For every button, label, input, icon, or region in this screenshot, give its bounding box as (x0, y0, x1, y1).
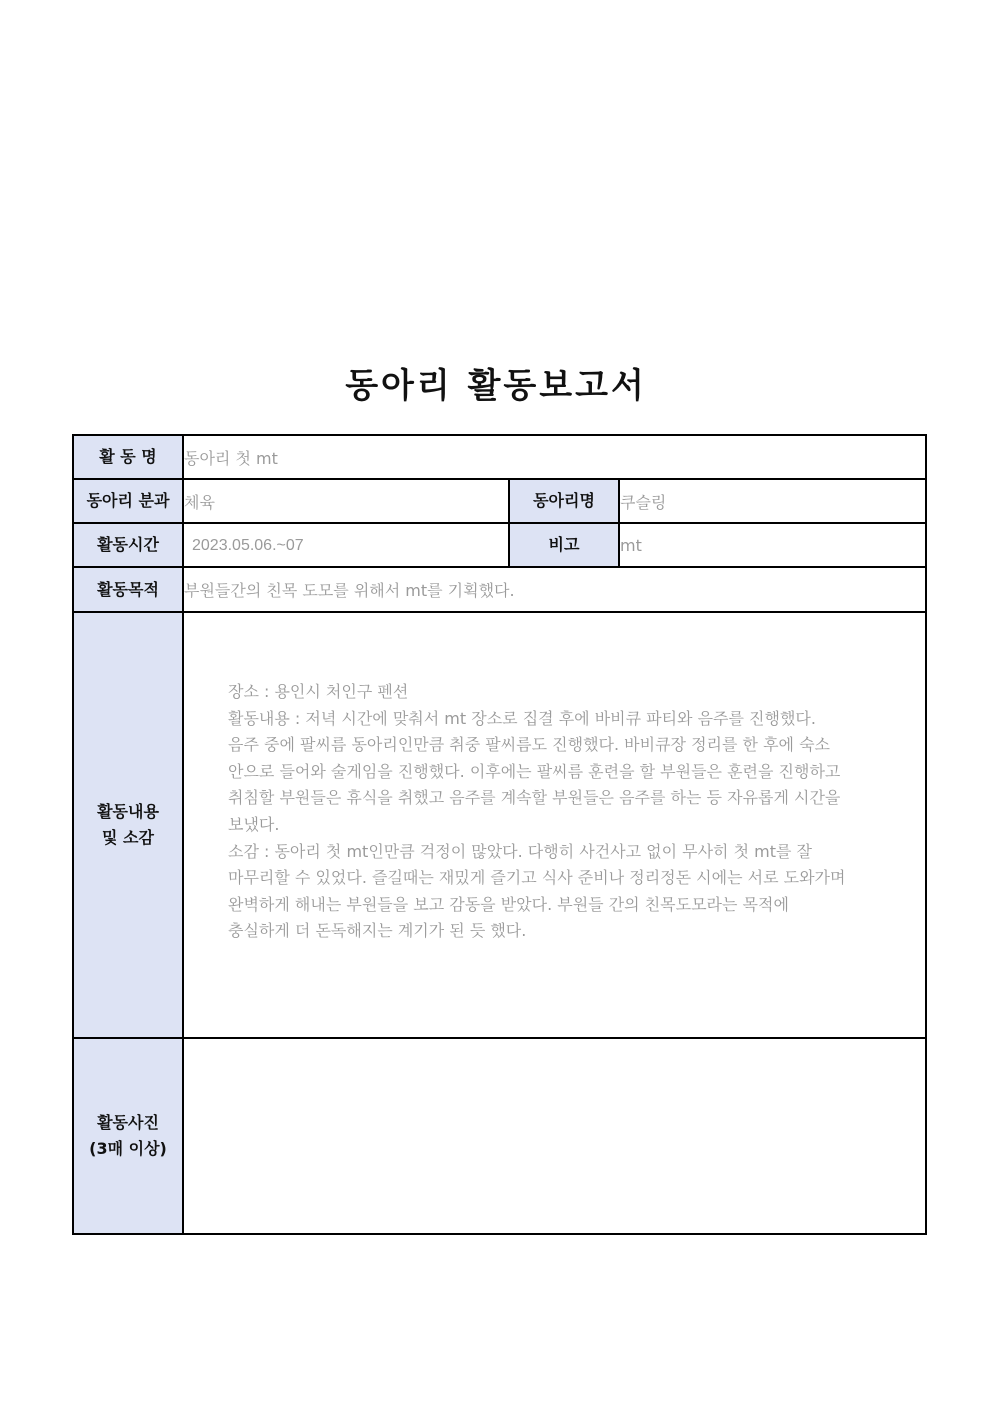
activity-time-value (183, 523, 509, 567)
content-line: 충실하게 더 돈독해지는 계기가 된 듯 했다. (228, 921, 527, 941)
content-line: 음주 중에 팔씨름 동아리인만큼 취중 팔씨름도 진행했다. 바비큐장 정리를 한 후에 숙소 (228, 735, 830, 755)
content-line: 완벽하게 해내는 부원들을 보고 감동을 받았다. 부원들 간의 친목도모라는 목적에 (228, 894, 789, 914)
activity-purpose-value: 부원들간의 친목 도모를 위해서 mt를 기획했다. (183, 567, 926, 612)
activity-time-label: 활동시간 (73, 523, 183, 567)
activity-report-table (72, 434, 927, 1235)
activity-photos-row (73, 1038, 926, 1234)
club-category-value: 체육 (183, 479, 509, 523)
activity-photos-area (183, 1038, 926, 1234)
activity-purpose-row (73, 567, 926, 612)
activity-content-label (73, 612, 183, 1038)
activity-name-row (73, 435, 926, 479)
activity-photos-label-line2: (3매 이상) (89, 1139, 167, 1158)
content-line: 안으로 들어와 술게임을 진행했다. 이후에는 팔씨름 훈련을 할 부원들은 훈련을 진행하고 (228, 761, 841, 781)
activity-content-text (184, 613, 925, 945)
content-line: 보냈다. (228, 814, 280, 834)
activity-content-row (73, 612, 926, 1038)
activity-photos-label-line1: 활동사진 (97, 1113, 159, 1132)
remarks-label: 비고 (509, 523, 619, 567)
club-category-label: 동아리 분과 (73, 479, 183, 523)
activity-content-label-line2: 및 소감 (102, 828, 154, 847)
activity-purpose-label: 활동목적 (73, 567, 183, 612)
content-line: 활동내용 : 저녁 시간에 맞춰서 mt 장소로 집결 후에 바비큐 파티와 음주를 진행했다. (228, 708, 816, 728)
document-title: 동아리 활동보고서 (345, 366, 647, 406)
activity-content-label-line1: 활동내용 (97, 802, 159, 821)
activity-content-value (183, 612, 926, 1038)
remarks-value: mt (619, 523, 926, 567)
club-name-value: 쿠슬링 (619, 479, 926, 523)
content-line: 취침할 부원들은 휴식을 취했고 음주를 계속할 부원들은 음주를 하는 등 자유롭게 시간을 (228, 788, 841, 808)
content-line: 소감 : 동아리 첫 mt인만큼 걱정이 많았다. 다행히 사건사고 없이 무사히 첫 mt를 잘 (228, 841, 812, 861)
club-name-label: 동아리명 (509, 479, 619, 523)
activity-name-label: 활 동 명 (73, 435, 183, 479)
activity-photos-label (73, 1038, 183, 1234)
activity-name-value: 동아리 첫 mt (183, 435, 926, 479)
content-line: 마무리할 수 있었다. 즐길때는 재밌게 즐기고 식사 준비나 정리정돈 시에는 서로 도와가며 (228, 868, 846, 888)
content-line: 장소 : 용인시 처인구 펜션 (228, 682, 409, 701)
activity-time-row (73, 523, 926, 567)
activity-time-text: 2023.05.06.~07 (192, 537, 304, 554)
club-info-row (73, 479, 926, 523)
